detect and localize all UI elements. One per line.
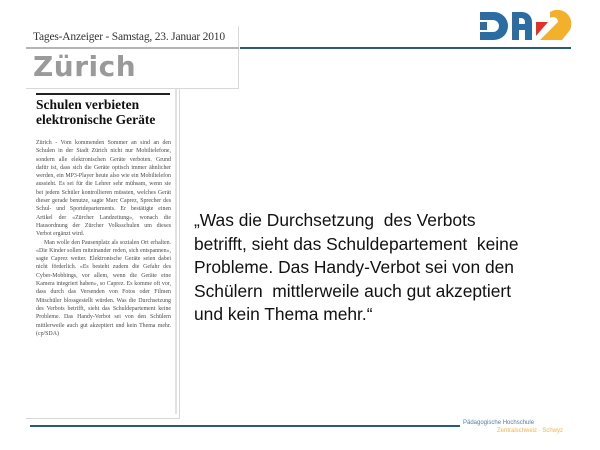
quote-line: Probleme. Das Handy-Verbot sei von den <box>194 257 514 278</box>
org-location: Zentralschweiz · Schwyz <box>497 428 564 434</box>
column-divider <box>175 89 177 414</box>
phz-logo-icon <box>478 8 574 44</box>
newspaper-header-clip <box>26 26 239 89</box>
headline-line-1: Schulen verbieten <box>36 97 140 112</box>
headline-bar <box>36 93 170 95</box>
headline-line-2: elektronische Geräte <box>36 112 156 127</box>
footer-organization <box>463 419 563 435</box>
org-name: Pädagogische Hochschule <box>463 420 535 426</box>
newspaper-dateline: Tages-Anzeiger - Samstag, 23. Januar 2010 <box>33 31 225 43</box>
quote-line: „Was die Durchsetzung des Verbots <box>194 210 476 230</box>
newspaper-section-title: Zürich <box>33 50 137 83</box>
article-paragraph: Zürich - Vom kommenden Sommer an sind an den Schulen in der Stadt Zürich nicht nur Mobiltelefone, sondern alle elektronischen Geräte verboten. Grund dafür ist, dass sich die Geräte optisch immer ähnlicher werden, ein MP3-Player heute also wie ein Mobiltelefon aussieht. Es sei für die Lehrer sehr mühsam, wenn sie bei jedem Schüler kontrollieren müssten, welches Gerät dieser gerade benutze, sagte Marc Caprez, Sprecher des Schul- und Sportdepartements. Er bestätigte einen Artikel der «Zürcher Landzeitung», wonach die Hausordnung der Zürcher Volksschulen um dieses Verbot ergänzt wird. <box>36 140 171 238</box>
newspaper-article-clip <box>26 89 180 419</box>
article-body <box>36 139 171 338</box>
footer-divider-line <box>30 425 460 427</box>
article-headline <box>36 97 176 127</box>
quote-line: betrifft, sieht das Schuldepartement keine <box>194 233 519 254</box>
quote-block <box>194 209 594 327</box>
article-paragraph: Man wolle den Pausenplatz als sozialen Ort erhalten. «Die Kinder sollen miteinander reden, sich entspannen», sagte Caprez weiter. Elektronische Geräte seien dabei nicht förderlich. «Es besteht zudem die Gefahr des Cyber-Mobbings, vor allem, wenn die Geräte eine Kamera integriert haben», so Caprez. Es komme oft vor, dass durch das Versenden von Fotos oder Filmen Mitschüler blossgestellt würden. Was die Durchsetzung des Verbots betrifft, sieht das Schuldepartement keine Probleme. Das Handy-Verbot sei von den Schülern mittlerweile auch gut akzeptiert und kein Thema mehr. (cp/SDA) <box>36 239 171 337</box>
phz-logo <box>478 8 574 44</box>
header-divider-line <box>240 47 571 49</box>
quote-line: und kein Thema mehr.“ <box>194 304 373 325</box>
dateline-divider <box>26 47 239 49</box>
quote-line: Schülern mittlerweile auch gut akzeptiert <box>194 280 512 301</box>
